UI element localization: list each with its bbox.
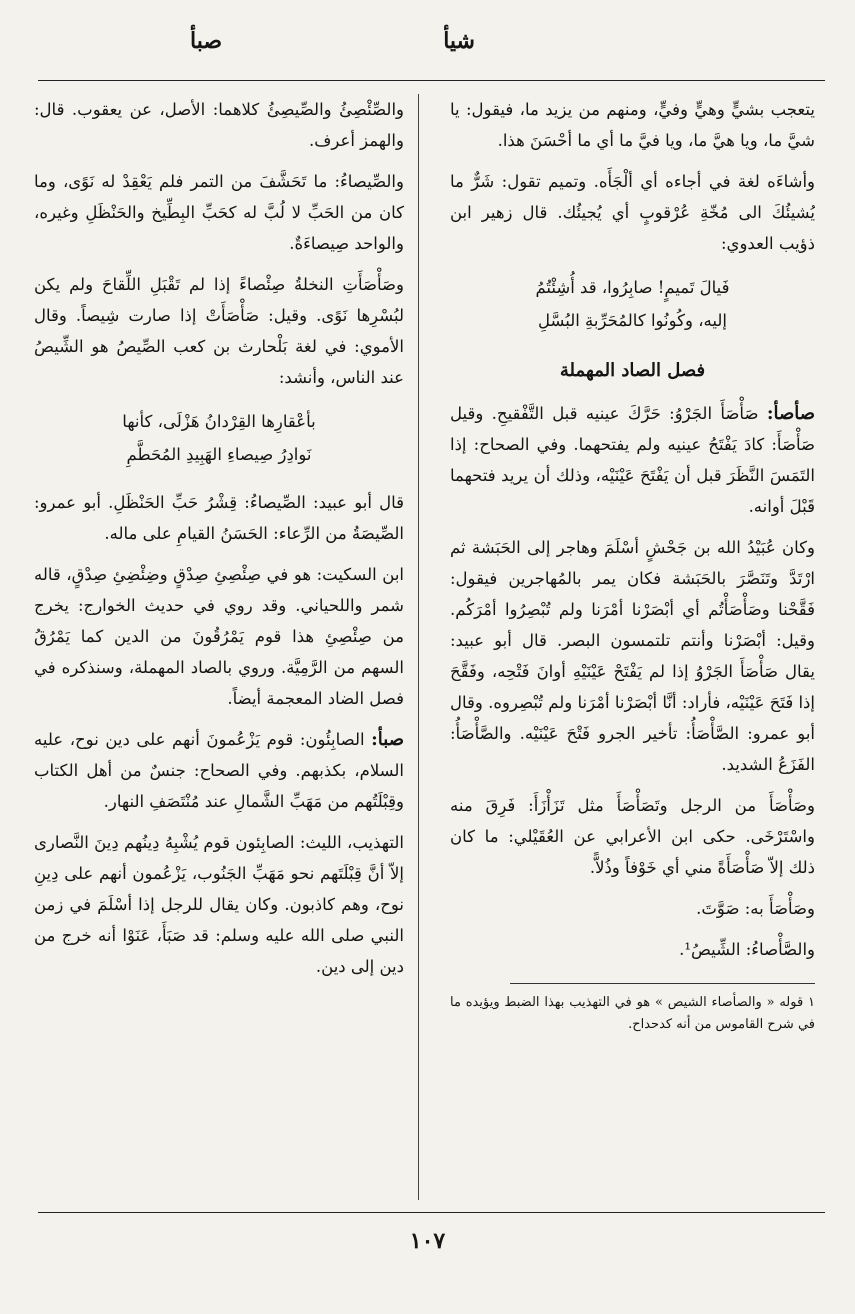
entry-paragraph [34,724,404,817]
section-title: فصل الصاد المهملة [559,360,706,381]
entry-text: الصابِئُون: قوم يَزْعُمونَ أنهم على دين نوح، عليه السلام، بكذبهم. وفي الصحاح: جنسٌ من أهل الكتاب وقِبْلَتُهم من مَهَبِّ الشَّمالِ عند مُنْتَصَفِ النهار. [34,730,404,811]
bottom-rule [38,1212,825,1213]
top-rule [38,80,825,81]
right-column [450,94,815,1200]
headword: صأصأ: [766,403,815,424]
entry-paragraph [450,398,815,522]
paragraph: وكان عُبَيْدُ الله بن جَحْشٍ أسْلَمَ وهاجر إلى الحَبَشة ثم ارْتَدَّ وتَنَصَّرَ بالحَبَشة فكان يمر بالمُهاجرين فيقول: فَقَّحْنا وصَأْصَأْتُم أي أبْصَرْنا أمْرَنا ولم تُبْصِرُوا أمْرَكُم. وقيل: أبْصَرْنا وأنتم تلتمسون البصر. قال أبو عبيد: يقال صَأْصَأَ الجَرْوُ إذا لم يَفْتَحْ عَيْنَيْهِ أوانَ فَتْحِه، وفَقَّحَ إذا فَتَحَ عَيْنَيْه، فأراد: أنَّا أبْصَرْنا أمْرَنا ولم تُبْصِروه. وقال أبو عمرو: الصَّأْصَأُ: تأخير الجرو فَتْحَ عَيْنَيْه. والصَّأْصَأُ: الفَزَعُ الشديد. [450,538,815,774]
running-head-left: صبأ [190,28,223,54]
footnote-rule [510,983,815,984]
verse-line: بأعْقارِها القِرْدانُ هَزْلَى، كأنها [122,412,316,431]
footnote: ١ قوله « والصأصاء الشيص » هو في التهذيب بهذا الضبط ويؤيده ما في شرح القاموس من أنه كدحداح. [450,995,815,1032]
paragraph: والصِّئْصِئُ والصِّيصِئُ كلاهما: الأصل، عن يعقوب. قال: والهمز أعرف. [34,100,404,150]
verse [34,405,404,471]
verse-line: فَيالَ تَميمٍ! صابِرُوا، قد أُشِئْتُمُ [535,278,730,297]
running-head-right: شيأ [443,28,475,54]
verse-line: إليه، وكُونُوا كالمُحَرِّبةِ البُسَّلِ [538,311,727,330]
paragraph: يتعجب بشيٍّ وهيٍّ وفيٍّ، ومنهم من يزيد ما، فيقول: يا شيَّ ما، ويا هيَّ ما، ويا فيَّ ما أي ما أحْسَنَ هذا. [450,100,815,150]
page-number: ١٠٧ [409,1228,446,1254]
column-divider [418,94,419,1200]
left-column [34,94,404,1200]
paragraph: وأشاءَه لغة في أجاءه أي ألْجَأَه. وتميم تقول: شَرٌّ ما يُشيئُكَ الى مُخّةِ عُرْقوبٍ أي يُجيئُك. قال زهير ابن ذؤيب العدوي: [450,172,815,253]
paragraph: والصَّأْصاءُ: الشِّيصُ¹. [679,940,815,959]
paragraph: وصَأْصَأَتِ النخلةُ صِئْصاءً إذا لم تَقْبَلِ اللِّقاحَ ولم يكن لبُسْرِها نَوًى. وقيل: صَأْصَأَتْ إذا صارت شِيصاً. وقال الأموي: في لغة بَلْحارث بن كعب الصِّيصُ هو الشِّيصُ عند الناس، وأنشد: [34,275,404,387]
paragraph: وصَأْصَأَ به: صَوَّتَ. [696,899,815,918]
headword: صبأ: [371,729,404,750]
paragraph: قال أبو عبيد: الصِّيصاءُ: قِشْرُ حَبِّ الحَنْظَلِ. أبو عمرو: الصِّيصَةُ من الرِّعاء: الحَسَنُ القيامِ على ماله. [34,493,404,543]
paragraph: والصِّيصاءُ: ما تَحَشَّفَ من التمر فلم يَعْقِدْ له نَوًى، وما كان من الحَبِّ لا لُبَّ له كحَبِّ البِطِّيخ والحَنْظَلِ وغيره، والواحد صِيصاءَةٌ. [34,172,404,253]
paragraph: وصَأْصَأَ من الرجل وتَصَأْصَأَ مثل تَزَأْزَأَ: فَرِقَ منه واسْتَرْخَى. حكى ابن الأعرابي عن العُقَيْلي: ما كان ذلك إلاّ صَأْصَأَةً مني أي خَوْفاً وذُلاًّ. [450,796,815,877]
verse-line: نَوادِرُ صِيصاءِ الهَبِيدِ المُحَطَّمِ [126,445,312,464]
paragraph: ابن السكيت: هو في صِئْصِئِ صِدْقٍ وضِئْضِئِ صِدْقٍ، قاله شمر واللحياني. وقد روي في حديث الخوارج: يخرج من صِئْصِئِ هذا قوم يَمْرُقُونَ من الدين كما يَمْرُقُ السهم من الرَّمِيَّة. وروي بالصاد المهملة، وسنذكره في فصل الضاد المعجمة أيضاً. [34,565,404,708]
paragraph: التهذيب، الليث: الصابِئون قوم يُشْبِهُ دِينُهم دِينَ النَّصارى إلاّ أنَّ قِبْلَتَهم نحو مَهَبِّ الجَنُوب، يَزْعُمون أنهم على دِينِ نوح، وهم كاذبون. وكان يقال للرجل إذا أسْلَمَ في زمن النبي صلى الله عليه وسلم: قد صَبَأَ، عَنَوْا أنه خرج من دين إلى دين. [34,833,404,976]
entry-text: صَأْصَأَ الجَرْوُ: حَرَّكَ عينيه قبل التَّفْقيحِ. وقيل صَأْصَأَ: كادَ يَفْتَحُ عينيه ولم يفتحهما. وفي الصحاح: إذا التَمَسَ النَّظَرَ قبل أن يَفْتَحَ عَيْنَيْه، وذلك أن يريد فتحهما قَبْلَ أوانه. [450,404,815,516]
verse [450,271,815,337]
